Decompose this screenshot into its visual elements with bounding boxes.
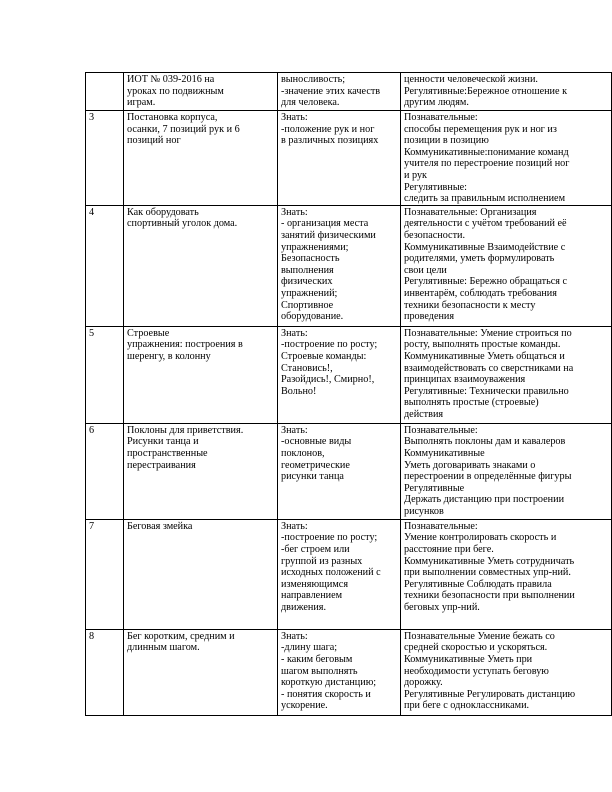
subject-results-cell: Знать: -длину шага; - каким беговым шагом выполнять короткую дистанцию; - понятия скорость и ускорение. — [278, 629, 401, 715]
lesson-number-cell: 8 — [86, 629, 124, 715]
table-row — [86, 629, 612, 715]
lesson-topic-cell: Бег коротким, средним и длинным шагом. — [124, 629, 278, 715]
lesson-number-cell: 7 — [86, 519, 124, 629]
lesson-number-cell — [86, 73, 124, 111]
table-row — [86, 73, 612, 111]
lesson-topic-cell: Строевые упражнения: построения в шеренгу, в колонну — [124, 326, 278, 423]
table-row — [86, 111, 612, 206]
lesson-number-cell: 4 — [86, 205, 124, 326]
learning-actions-cell: Познавательные: Умение контролировать скорость и расстояние при беге. Коммуникативные Уметь сотрудничать при выполнении совместных упр-ний. Регулятивные Соблюдать правила техники безопасности при выполнении беговых упр-ний. — [401, 519, 612, 629]
subject-results-cell: Знать: -построение по росту; -бег строем или группой из разных исходных положений с изменяющимся направлением движения. — [278, 519, 401, 629]
table-row — [86, 205, 612, 326]
lesson-topic-cell: Поклоны для приветствия. Рисунки танца и пространственные перестраивания — [124, 423, 278, 519]
lesson-plan-table — [85, 72, 612, 716]
lesson-number-cell: 5 — [86, 326, 124, 423]
learning-actions-cell: Познавательные: Умение строиться по росту, выполнять простые команды. Коммуникативные Уметь общаться и взаимодействовать со сверстниками на принципах взаимоуважения Регулятивные: Технически правильно выполнять простые (строевые) действия — [401, 326, 612, 423]
table-row — [86, 423, 612, 519]
lesson-topic-cell: Постановка корпуса, осанки, 7 позиций рук и 6 позиций ног — [124, 111, 278, 206]
table-row — [86, 326, 612, 423]
learning-actions-cell: Познавательные: Выполнять поклоны дам и кавалеров Коммуникативные Уметь договаривать знаками о перестроении в определённые фигуры Регулятивные Держать дистанцию при построении рисунков — [401, 423, 612, 519]
subject-results-cell: выносливость; -значение этих качеств для человека. — [278, 73, 401, 111]
lesson-topic-cell: ИОТ № 039-2016 на уроках по подвижным играм. — [124, 73, 278, 111]
table-row — [86, 519, 612, 629]
subject-results-cell: Знать: - организация места занятий физическими упражнениями; Безопасность выполнения физических упражнений; Спортивное оборудование. — [278, 205, 401, 326]
learning-actions-cell: Познавательные: способы перемещения рук и ног из позиции в позицию Коммуникативные:понимание команд учителя по перестроение позиций ног и рук Регулятивные: следить за правильным исполнением — [401, 111, 612, 206]
subject-results-cell: Знать: -положение рук и ног в различных позициях — [278, 111, 401, 206]
subject-results-cell: Знать: -построение по росту; Строевые команды: Становись!, Разойдись!, Смирно!, Вольно! — [278, 326, 401, 423]
lesson-topic-cell: Беговая змейка — [124, 519, 278, 629]
lesson-number-cell: 3 — [86, 111, 124, 206]
learning-actions-cell: Познавательные: Организация деятельности с учётом требований её безопасности. Коммуникативные Взаимодействие с родителями, уметь формулировать свои цели Регулятивные: Бережно обращаться с инвентарём, соблюдать требования техники безопасности к месту проведения — [401, 205, 612, 326]
subject-results-cell: Знать: -основные виды поклонов, геометрические рисунки танца — [278, 423, 401, 519]
learning-actions-cell: Познавательные Умение бежать со средней скоростью и ускоряться. Коммуникативные Уметь при необходимости уступать беговую дорожку. Регулятивные Регулировать дистанцию при беге с одноклассниками. — [401, 629, 612, 715]
lesson-number-cell: 6 — [86, 423, 124, 519]
lesson-topic-cell: Как оборудовать спортивный уголок дома. — [124, 205, 278, 326]
learning-actions-cell: ценности человеческой жизни. Регулятивные:Бережное отношение к другим людям. — [401, 73, 612, 111]
